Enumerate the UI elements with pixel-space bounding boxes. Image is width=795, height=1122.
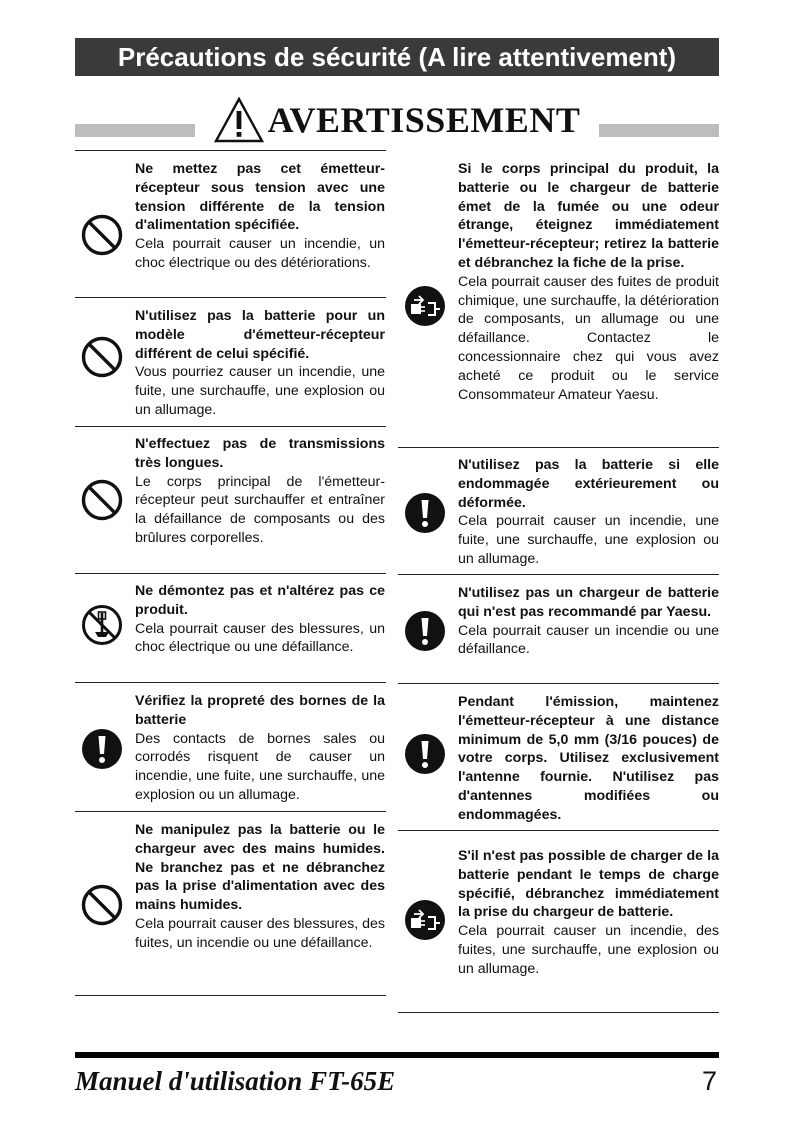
precaution-item (398, 160, 719, 442)
divider (75, 150, 386, 151)
precaution-item (75, 692, 386, 810)
prohibited-icon (81, 214, 123, 256)
no-disassembly-icon (81, 604, 123, 646)
precaution-body: Cela pourrait causer un incendie ou une défaillance. (458, 622, 719, 658)
precaution-text (458, 847, 719, 979)
warning-label: AVERTISSEMENT (267, 100, 581, 140)
precaution-heading: Vérifiez la propreté des bornes de la batterie (135, 693, 385, 728)
precaution-text (135, 821, 385, 953)
precaution-heading: N'utilisez pas la batterie pour un modèle d'émetteur-récepteur différent de celui spécifié. (135, 308, 385, 362)
precaution-body: Vous pourriez causer un incendie, une fuite, une surchauffe, une explosion ou un allumage. (135, 364, 385, 418)
precaution-text (458, 456, 719, 569)
precaution-text (135, 435, 385, 548)
prohibited-icon (81, 884, 123, 926)
precaution-body: Des contacts de bornes sales ou corrodés risquent de causer un incendie, une fuite, une surchauffe, une explosion ou un allumage. (135, 730, 385, 803)
precaution-text (135, 692, 385, 805)
prohibited-icon (81, 336, 123, 378)
precaution-item (398, 693, 719, 829)
warning-banner (75, 100, 719, 146)
mandatory-exclamation-icon (404, 733, 446, 775)
prohibited-icon (81, 479, 123, 521)
precaution-heading: Ne manipulez pas la batterie ou le chargeur avec des mains humides. Ne branchez pas et ne débranchez pas la prise d'alimentation avec des mains humides. (135, 822, 385, 914)
precaution-heading: N'utilisez pas un chargeur de batterie qui n'est pas recommandé par Yaesu. (458, 585, 719, 620)
banner-bar-left (75, 124, 195, 137)
precaution-item (75, 821, 386, 993)
precaution-item (75, 435, 386, 571)
precaution-text (458, 160, 719, 404)
page-number: 7 (701, 1066, 717, 1096)
mandatory-exclamation-icon (81, 728, 123, 770)
precaution-body: Cela pourrait causer des fuites de produit chimique, une surchauffe, la détérioration de composants, un allumage ou une défaillance. Contactez le concessionnaire chez qui vous avez acheté ce produit ou le service Consommateur Amateur Yaesu. (458, 273, 719, 403)
precaution-heading: S'il n'est pas possible de charger de la batterie pendant le temps de charge spécifié, débranchez immédiatement la prise du chargeur de batterie. (458, 848, 719, 921)
precaution-body: Le corps principal de l'émetteur-récepteur peut surchauffer et entraîner la défaillance de composants ou des brûlures corporelles. (135, 473, 385, 546)
precaution-item (398, 584, 719, 684)
unplug-icon (404, 285, 446, 327)
warning-heading (205, 94, 589, 146)
divider (75, 811, 386, 812)
divider (75, 426, 386, 427)
precaution-item (398, 456, 719, 574)
divider (75, 573, 386, 574)
precaution-body: Cela pourrait causer un incendie, des fuites, une surchauffe, une explosion ou un allumage. (458, 923, 719, 977)
divider (398, 683, 719, 684)
page-title: Précautions de sécurité (A lire attentivement) (75, 38, 719, 76)
precaution-heading: Ne démontez pas et n'altérez pas ce produit. (135, 583, 385, 618)
divider (75, 297, 386, 298)
divider (75, 682, 386, 683)
precaution-heading: N'effectuez pas de transmissions très longues. (135, 436, 385, 471)
precaution-text (135, 307, 385, 420)
divider (75, 995, 386, 996)
mandatory-exclamation-icon (404, 492, 446, 534)
precaution-body: Cela pourrait causer un incendie, une fuite, une surchauffe, une explosion ou un allumage. (458, 513, 719, 567)
precaution-text (458, 584, 719, 659)
precaution-item (75, 160, 386, 296)
unplug-icon (404, 899, 446, 941)
precaution-heading: Ne mettez pas cet émetteur-récepteur sous tension avec une tension différente de la tension d'alimentation spécifiée. (135, 161, 385, 234)
precaution-item (75, 582, 386, 682)
warning-triangle-icon (214, 97, 264, 143)
precaution-body: Cela pourrait causer des blessures, un choc électrique ou une défaillance. (135, 620, 385, 656)
precaution-body: Cela pourrait causer un incendie, un choc électrique ou des détériorations. (135, 236, 385, 271)
mandatory-exclamation-icon (404, 610, 446, 652)
precaution-heading: N'utilisez pas la batterie si elle endommagée extérieurement ou déformée. (458, 457, 719, 511)
precaution-item (75, 307, 386, 425)
precaution-item (398, 847, 719, 1007)
precaution-body: Cela pourrait causer des blessures, des fuites, un incendie ou une défaillance. (135, 915, 385, 951)
banner-bar-right (599, 124, 719, 137)
footer-rule (75, 1052, 719, 1058)
precaution-text (135, 160, 385, 273)
precaution-heading: Si le corps principal du produit, la batterie ou le chargeur de batterie émet de la fumée ou une odeur étrange, éteignez immédiatement l'émetteur-récepteur; retirez la batterie et débranchez la fiche de la prise. (458, 161, 719, 271)
manual-title: Manuel d'utilisation FT-65E (75, 1066, 396, 1096)
precaution-text (135, 582, 385, 657)
divider (398, 830, 719, 831)
divider (398, 447, 719, 448)
divider (398, 574, 719, 575)
precaution-text (458, 693, 719, 825)
precaution-heading: Pendant l'émission, maintenez l'émetteur-récepteur à une distance minimum de 5,0 mm (3/16 pouces) de votre corps. Utilisez exclusivement l'antenne fournie. N'utilisez pas d'antennes modifiées ou endommagées. (458, 694, 719, 823)
divider (398, 1012, 719, 1013)
